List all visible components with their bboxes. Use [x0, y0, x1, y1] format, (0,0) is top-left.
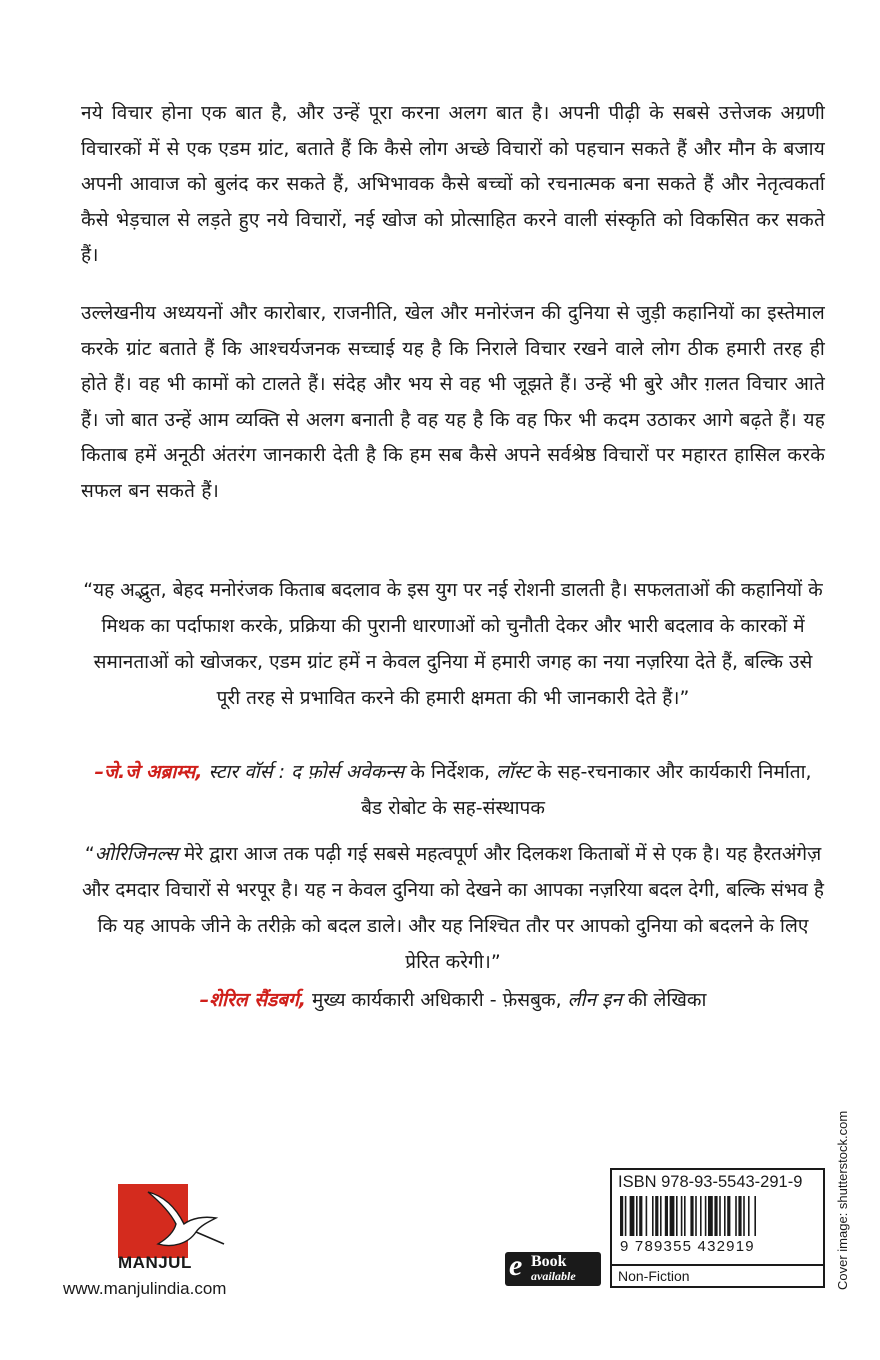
isbn-barcode-box [610, 1168, 825, 1288]
isbn-digits: 9 789355 432919 [620, 1238, 755, 1255]
description-paragraph-2 [81, 296, 825, 509]
barcode-bar [695, 1196, 697, 1236]
barcode-bar [714, 1196, 717, 1236]
barcode-bar [670, 1196, 675, 1236]
cover-credit: Cover image: shutterstock.com [835, 1110, 850, 1290]
barcode-bar [636, 1196, 638, 1236]
barcode-icon [618, 1196, 818, 1238]
ebook-badge [505, 1249, 601, 1286]
barcode-bar [639, 1196, 642, 1236]
attribution-part: मुख्य कार्यकारी अधिकारी - फ़ेसबुक, [306, 989, 568, 1011]
quote-body: मेरे द्वारा आज तक पढ़ी गई सबसे महत्वपूर्ण और दिलकश किताबों में से एक है। यह हैरतअंगेज़ और दमदार विचारों से भरपूर है। यह न केवल दुनिया को देखने का आपका नज़रिया बदल देगी, बल्कि संभव है कि यह आपके जीने के तरीक़े को बदल डाले। और यह निश्चित तौर पर आपको दुनिया को बदलने के लिए प्रेरित करेगी।” [82, 843, 824, 973]
attribution-part: की लेखिका [621, 989, 707, 1011]
barcode-bar [620, 1196, 623, 1236]
paragraph-text: नये विचार होना एक बात है, और उन्हें पूरा करना अलग बात है। अपनी पीढ़ी के सबसे उत्तेजक अग्रणी विचारकों में से एक एडम ग्रांट, बताते हैं कि कैसे लोग अच्छे विचारों को पहचान सकते हैं और मौन के बजाय अपनी आवाज को बुलंद कर सकते हैं, अभिभावक कैसे बच्चों को रचनात्मक बना सकते हैं और नेतृत्वकर्ता कैसे भेड़चाल से लड़ते हुए नये विचारों, नई खोज को प्रोत्साहित करने वाली संस्कृति को विकसित कर सकते हैं। [81, 102, 825, 266]
paragraph-text: उल्लेखनीय अध्ययनों और कारोबार, राजनीति, खेल और मनोरंजन की दुनिया से जुड़ी कहानियों का इस्तेमाल करके ग्रांट बताते हैं कि आश्चर्यजनक सच्चाई यह है कि निराले विचार रखने वाले लोग ठीक हमारी तरह ही होते हैं। वह भी कामों को टालते हैं। संदेह और भय से वह भी जूझते हैं। उन्हें भी बुरे और ग़लत विचार आते हैं। जो बात उन्हें आम व्यक्ति से अलग बनाती है वह यह है कि वह फिर भी कदम उठाकर आगे बढ़ते हैं। यह किताब हमें अनूठी अंतरंग जानकारी देती है कि हम सब कैसे अपने सर्वश्रेष्ठ विचारों पर महारत हासिल करके सफल बन सकते हैं। [81, 302, 825, 502]
barcode-bar [735, 1196, 737, 1236]
ebook-label: Book [531, 1253, 567, 1270]
barcode-bar [690, 1196, 693, 1236]
work-title: स्टार वॉर्स : द फ़ोर्स अवेकन्स [208, 761, 405, 783]
barcode-bar [705, 1196, 707, 1236]
barcode-bar [681, 1196, 683, 1236]
barcode-bar [727, 1196, 730, 1236]
barcode-bar [665, 1196, 668, 1236]
barcode-bar [754, 1196, 756, 1236]
barcode-bar [748, 1196, 750, 1236]
barcode-bar [630, 1196, 635, 1236]
attribution-text [81, 754, 825, 826]
publisher-website: www.manjulindia.com [63, 1279, 227, 1298]
barcode-bar [676, 1196, 678, 1236]
barcode-bar [655, 1196, 658, 1236]
barcode-bar [652, 1196, 654, 1236]
attribution-part: के निर्देशक, [404, 761, 497, 783]
genre-label: Non-Fiction [618, 1268, 690, 1284]
attribution-part: के सह-रचनाकार और कार्यकारी निर्माता, बैड रोबोट के सह-संस्थापक [361, 761, 812, 819]
quote-text: “यह अद्भुत, बेहद मनोरंजक किताब बदलाव के इस युग पर नई रोशनी डालती है। सफलताओं की कहानियों के मिथक का पर्दाफाश करके, प्रक्रिया की पुरानी धारणाओं को चुनौती देकर और भारी बदलाव के कारकों में समानताओं को खोजकर, एडम ग्रांट हमें न केवल दुनिया में हमारी जगह का नया नज़रिया देते हैं, बल्कि उसे पूरी तरह से प्रभावित करने की हमारी क्षमता की भी जानकारी देते हैं।” [83, 579, 823, 709]
publisher-logo [118, 1178, 228, 1274]
barcode-bar [684, 1196, 686, 1236]
quote-text [81, 836, 825, 980]
barcode-bar [743, 1196, 745, 1236]
quote-open: “ [84, 843, 95, 865]
barcode-bar [625, 1196, 627, 1236]
book-title: ओरिजिनल्स [94, 843, 178, 865]
work-title: लॉस्ट [496, 761, 531, 783]
publisher-name: MANJUL [118, 1253, 192, 1272]
genre-row [612, 1264, 823, 1288]
blurb-attribution-2 [81, 982, 825, 1018]
barcode-bar [700, 1196, 702, 1236]
attribution-text [81, 982, 825, 1018]
blurb-attribution-1 [81, 754, 825, 826]
ebook-e-glyph: e [509, 1249, 523, 1282]
barcode-bar [738, 1196, 741, 1236]
isbn-label: ISBN 978-93-5543-291-9 [618, 1173, 803, 1191]
quote-author: –जे.जे अब्राम्स, [94, 761, 203, 783]
blurb-quote-2 [81, 836, 825, 980]
description-paragraph-1 [81, 96, 825, 274]
quote-author: –शेरिल सैंडबर्ग, [199, 989, 307, 1011]
bird-icon [118, 1178, 228, 1258]
barcode-bar [660, 1196, 662, 1236]
ebook-available: available [531, 1269, 576, 1283]
barcode-bar [724, 1196, 726, 1236]
blurb-quote-1 [81, 572, 825, 716]
barcode-bar [646, 1196, 648, 1236]
barcode-bar [719, 1196, 721, 1236]
barcode-bar [708, 1196, 713, 1236]
work-title: लीन इन [567, 989, 622, 1011]
